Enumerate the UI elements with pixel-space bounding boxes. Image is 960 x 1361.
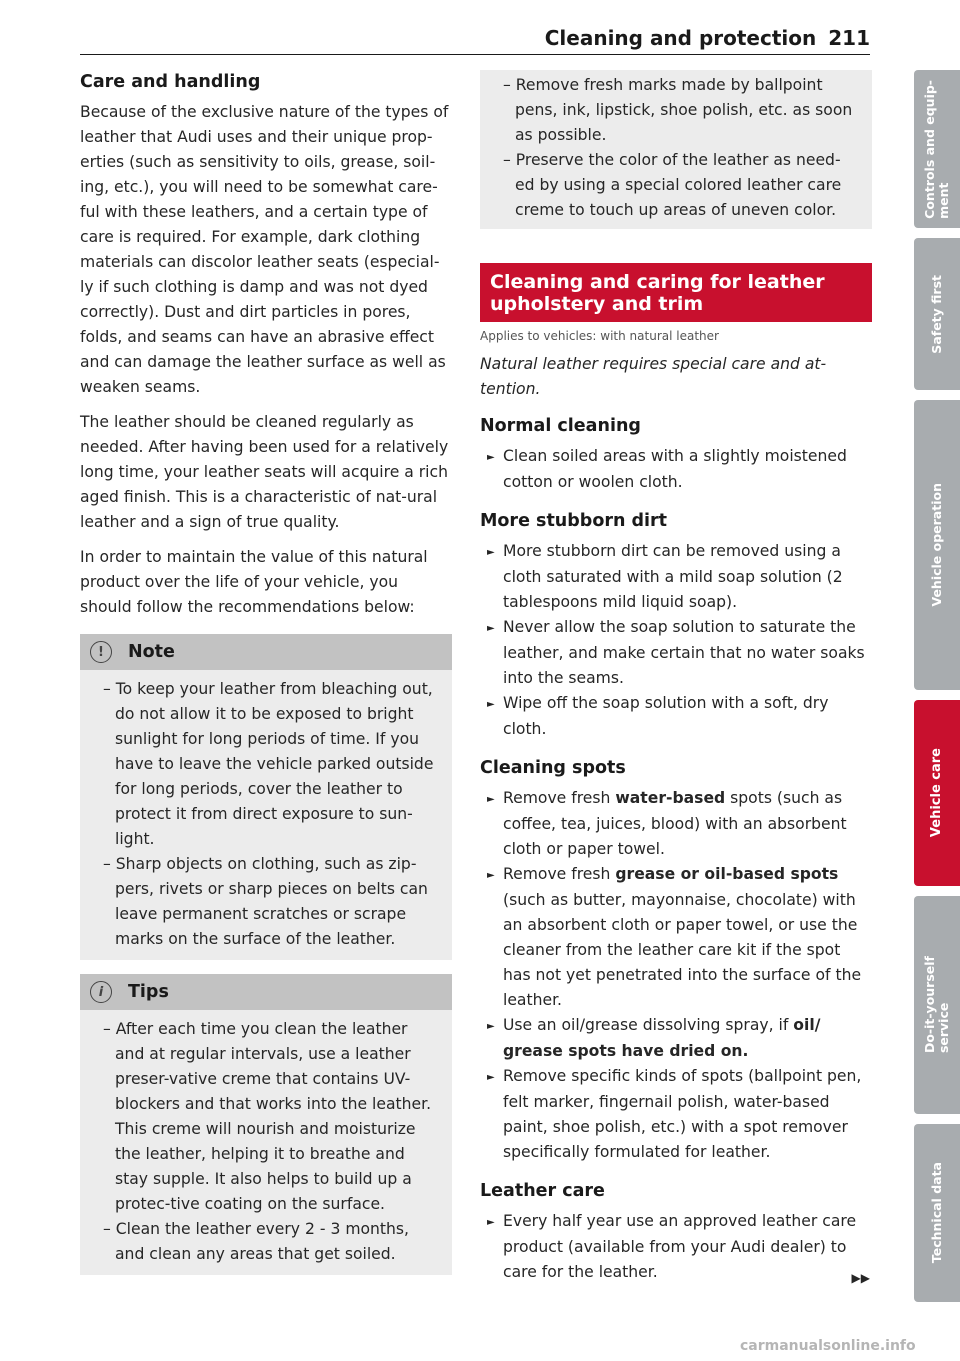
bullet-triangle-icon: ► — [487, 1021, 495, 1032]
text-run: (such as butter, mayonnaise, chocolate) with an absorbent cloth or paper towel, or use the cleaner from the leather care kit if the spot has not yet penetrated into the surface of the leather. — [503, 891, 862, 1009]
tips-box — [80, 974, 452, 1275]
chapter-title: Cleaning and protection — [544, 26, 817, 50]
list-item — [480, 539, 872, 615]
list-item — [480, 691, 872, 742]
bullet-triangle-icon: ► — [487, 1217, 495, 1228]
bullet-triangle-icon: ► — [487, 623, 495, 634]
continued-item-text: Preserve the color of the leather as need-ed by using a special colored leather care creme to touch up areas of uneven color. — [515, 151, 842, 219]
tab-do-it-yourself-service[interactable] — [914, 896, 960, 1114]
page-number: 211 — [828, 26, 870, 50]
paragraph: In order to maintain the value of this natural product over the life of your vehicle, you should follow the recommendations below: — [80, 548, 428, 616]
text-run: Remove fresh — [503, 789, 616, 807]
header-rule — [80, 54, 870, 55]
applies-text: Applies to vehicles: with natural leather — [480, 329, 719, 343]
tips-item-text: After each time you clean the leather and at regular intervals, use a leather preser-vative creme that contains UV-blockers and that works into the leather. This creme will nourish and moisturize the leather, helping it to breathe and stay supple. It also helps to build up a protec-tive coating on the surface. — [115, 1020, 432, 1213]
tab-label: Vehicle care — [929, 748, 944, 838]
tips-header — [80, 974, 452, 1010]
cleaning-spots-heading: Cleaning spots — [480, 758, 626, 778]
tab-label: Technical data — [929, 1162, 944, 1264]
watermark: carmanualsonline.info — [740, 1338, 916, 1354]
bullet-triangle-icon: ► — [487, 452, 495, 463]
continued-box — [480, 70, 872, 229]
tab-label: Do-it-yourself service — [922, 956, 951, 1054]
care-handling-heading: Care and handling — [80, 72, 261, 92]
note-body — [80, 670, 452, 960]
info-circle-icon: i — [90, 981, 112, 1003]
bold-text: oil/ grease spots have dried on. — [503, 1016, 821, 1060]
continued-item-text: Remove fresh marks made by ballpoint pens, ink, lipstick, shoe polish, etc. as soon as possible. — [515, 76, 853, 144]
note-label: Note — [128, 642, 175, 662]
stubborn-dirt-heading: More stubborn dirt — [480, 511, 668, 531]
list-item-text: Remove specific kinds of spots (ballpoint pen, felt marker, fingernail polish, water-based paint, shoe polish, etc.) with a spot remover specifically formulated for leather. — [503, 1067, 862, 1161]
bullet-triangle-icon: ► — [487, 794, 495, 805]
tips-item: – After each time you clean the leather and at regular intervals, use a leather preser-vative creme that contains UV-blockers and that works into the leather. This creme will nourish and moisturize the leather, helping it to breathe and stay supple. It also helps to build up a protec-tive coating on the surface. — [103, 1020, 432, 1213]
tab-label: Safety first — [929, 274, 944, 354]
continued-item: – Remove fresh marks made by ballpoint pens, ink, lipstick, shoe polish, etc. as soon as possible. — [503, 76, 853, 144]
leather-care-heading: Leather care — [480, 1181, 605, 1201]
note-header — [80, 634, 452, 670]
list-item-text: Wipe off the soap solution with a soft, dry cloth. — [503, 694, 829, 738]
tab-technical-data[interactable] — [914, 1124, 960, 1302]
list-item — [480, 615, 872, 691]
tab-safety-first[interactable] — [914, 238, 960, 390]
paragraph: Because of the exclusive nature of the types of leather that Audi uses and their unique prop-erties (such as sensitivity to oils, grease, soil-ing, etc.), you will need to be somewhat care-ful with these leathers, and a certain type of care is required. For example, dark clothing materials can discolor leather seats (especial-ly if such clothing is damp and was not dyed correctly). Dust and dirt particles in pores, folds, and seams can have an abrasive effect and can damage the leather surface as well as weaken seams. — [80, 103, 449, 396]
tab-controls-equipment[interactable] — [914, 70, 960, 228]
tab-label: Vehicle operation — [929, 483, 944, 607]
note-item-text: To keep your leather from bleaching out, do not allow it to be exposed to bright sunlight for long periods of time. If you have to leave the vehicle parked outside for long periods, cover the leather to protect it from direct exposure to sun-light. — [115, 680, 434, 848]
text-run: Remove fresh — [503, 865, 616, 883]
text-run: Use an oil/grease dissolving spray, if — [503, 1016, 794, 1034]
tips-item: – Clean the leather every 2 - 3 months, and clean any areas that get soiled. — [103, 1220, 410, 1263]
section-title: Cleaning and caring for leather upholstery and trim — [480, 263, 872, 322]
list-item — [480, 1064, 872, 1165]
list-item — [480, 1209, 872, 1285]
bullet-triangle-icon: ► — [487, 870, 495, 881]
list-item-text: Never allow the soap solution to saturate the leather, and make certain that no water soaks into the seams. — [503, 618, 865, 687]
page-header — [0, 26, 870, 50]
note-box — [80, 634, 452, 960]
left-column — [80, 72, 452, 1275]
tab-vehicle-care[interactable] — [914, 700, 960, 886]
list-item-text: Every half year use an approved leather care product (available from your Audi dealer) to care for the leather. — [503, 1212, 857, 1281]
tips-item-text: Clean the leather every 2 - 3 months, and clean any areas that get soiled. — [115, 1220, 410, 1263]
paragraph: The leather should be cleaned regularly as needed. After having been used for a relatively long time, your leather seats will acquire a rich aged finish. This is a characteristic of nat-ural leather and a sign of true quality. — [80, 413, 449, 531]
list-item-text: More stubborn dirt can be removed using a cloth saturated with a mild soap solution (2 tablespoons mild liquid soap). — [503, 542, 843, 611]
tab-label: Controls and equip- ment — [922, 79, 951, 219]
continue-arrow-icon: ▶▶ — [851, 1271, 870, 1285]
list-item — [480, 1013, 872, 1064]
note-item-text: Sharp objects on clothing, such as zip-pers, rivets or sharp pieces on belts can leave permanent scratches or scrape marks on the surface of the leather. — [115, 855, 428, 948]
normal-cleaning-heading: Normal cleaning — [480, 416, 641, 436]
tab-vehicle-operation[interactable] — [914, 400, 960, 690]
text-run: spots (such as coffee, tea, juices, blood) with an absorbent cloth or paper towel. — [503, 789, 847, 858]
tips-label: Tips — [128, 982, 169, 1002]
list-item — [480, 444, 872, 495]
continued-item: – Preserve the color of the leather as need-ed by using a special colored leather care creme to touch up areas of uneven color. — [503, 151, 842, 219]
list-item — [480, 786, 872, 862]
list-item — [480, 862, 872, 1013]
right-column — [480, 72, 872, 1291]
warning-circle-icon: ! — [90, 641, 112, 663]
intro-text: Natural leather requires special care and at-tention. — [480, 355, 827, 398]
note-item: – Sharp objects on clothing, such as zip-pers, rivets or sharp pieces on belts can leave permanent scratches or scrape marks on the surface of the leather. — [103, 855, 428, 948]
list-item-text: Clean soiled areas with a slightly moistened cotton or woolen cloth. — [503, 447, 847, 491]
bold-text: water-based — [615, 789, 726, 807]
note-item: – To keep your leather from bleaching out, do not allow it to be exposed to bright sunlight for long periods of time. If you have to leave the vehicle parked outside for long periods, cover the leather to protect it from direct exposure to sun-light. — [103, 680, 434, 848]
tips-body — [80, 1010, 452, 1275]
bullet-triangle-icon: ► — [487, 547, 495, 558]
bullet-triangle-icon: ► — [487, 1072, 495, 1083]
bullet-triangle-icon: ► — [487, 699, 495, 710]
bold-text: grease or oil-based spots — [615, 865, 839, 883]
